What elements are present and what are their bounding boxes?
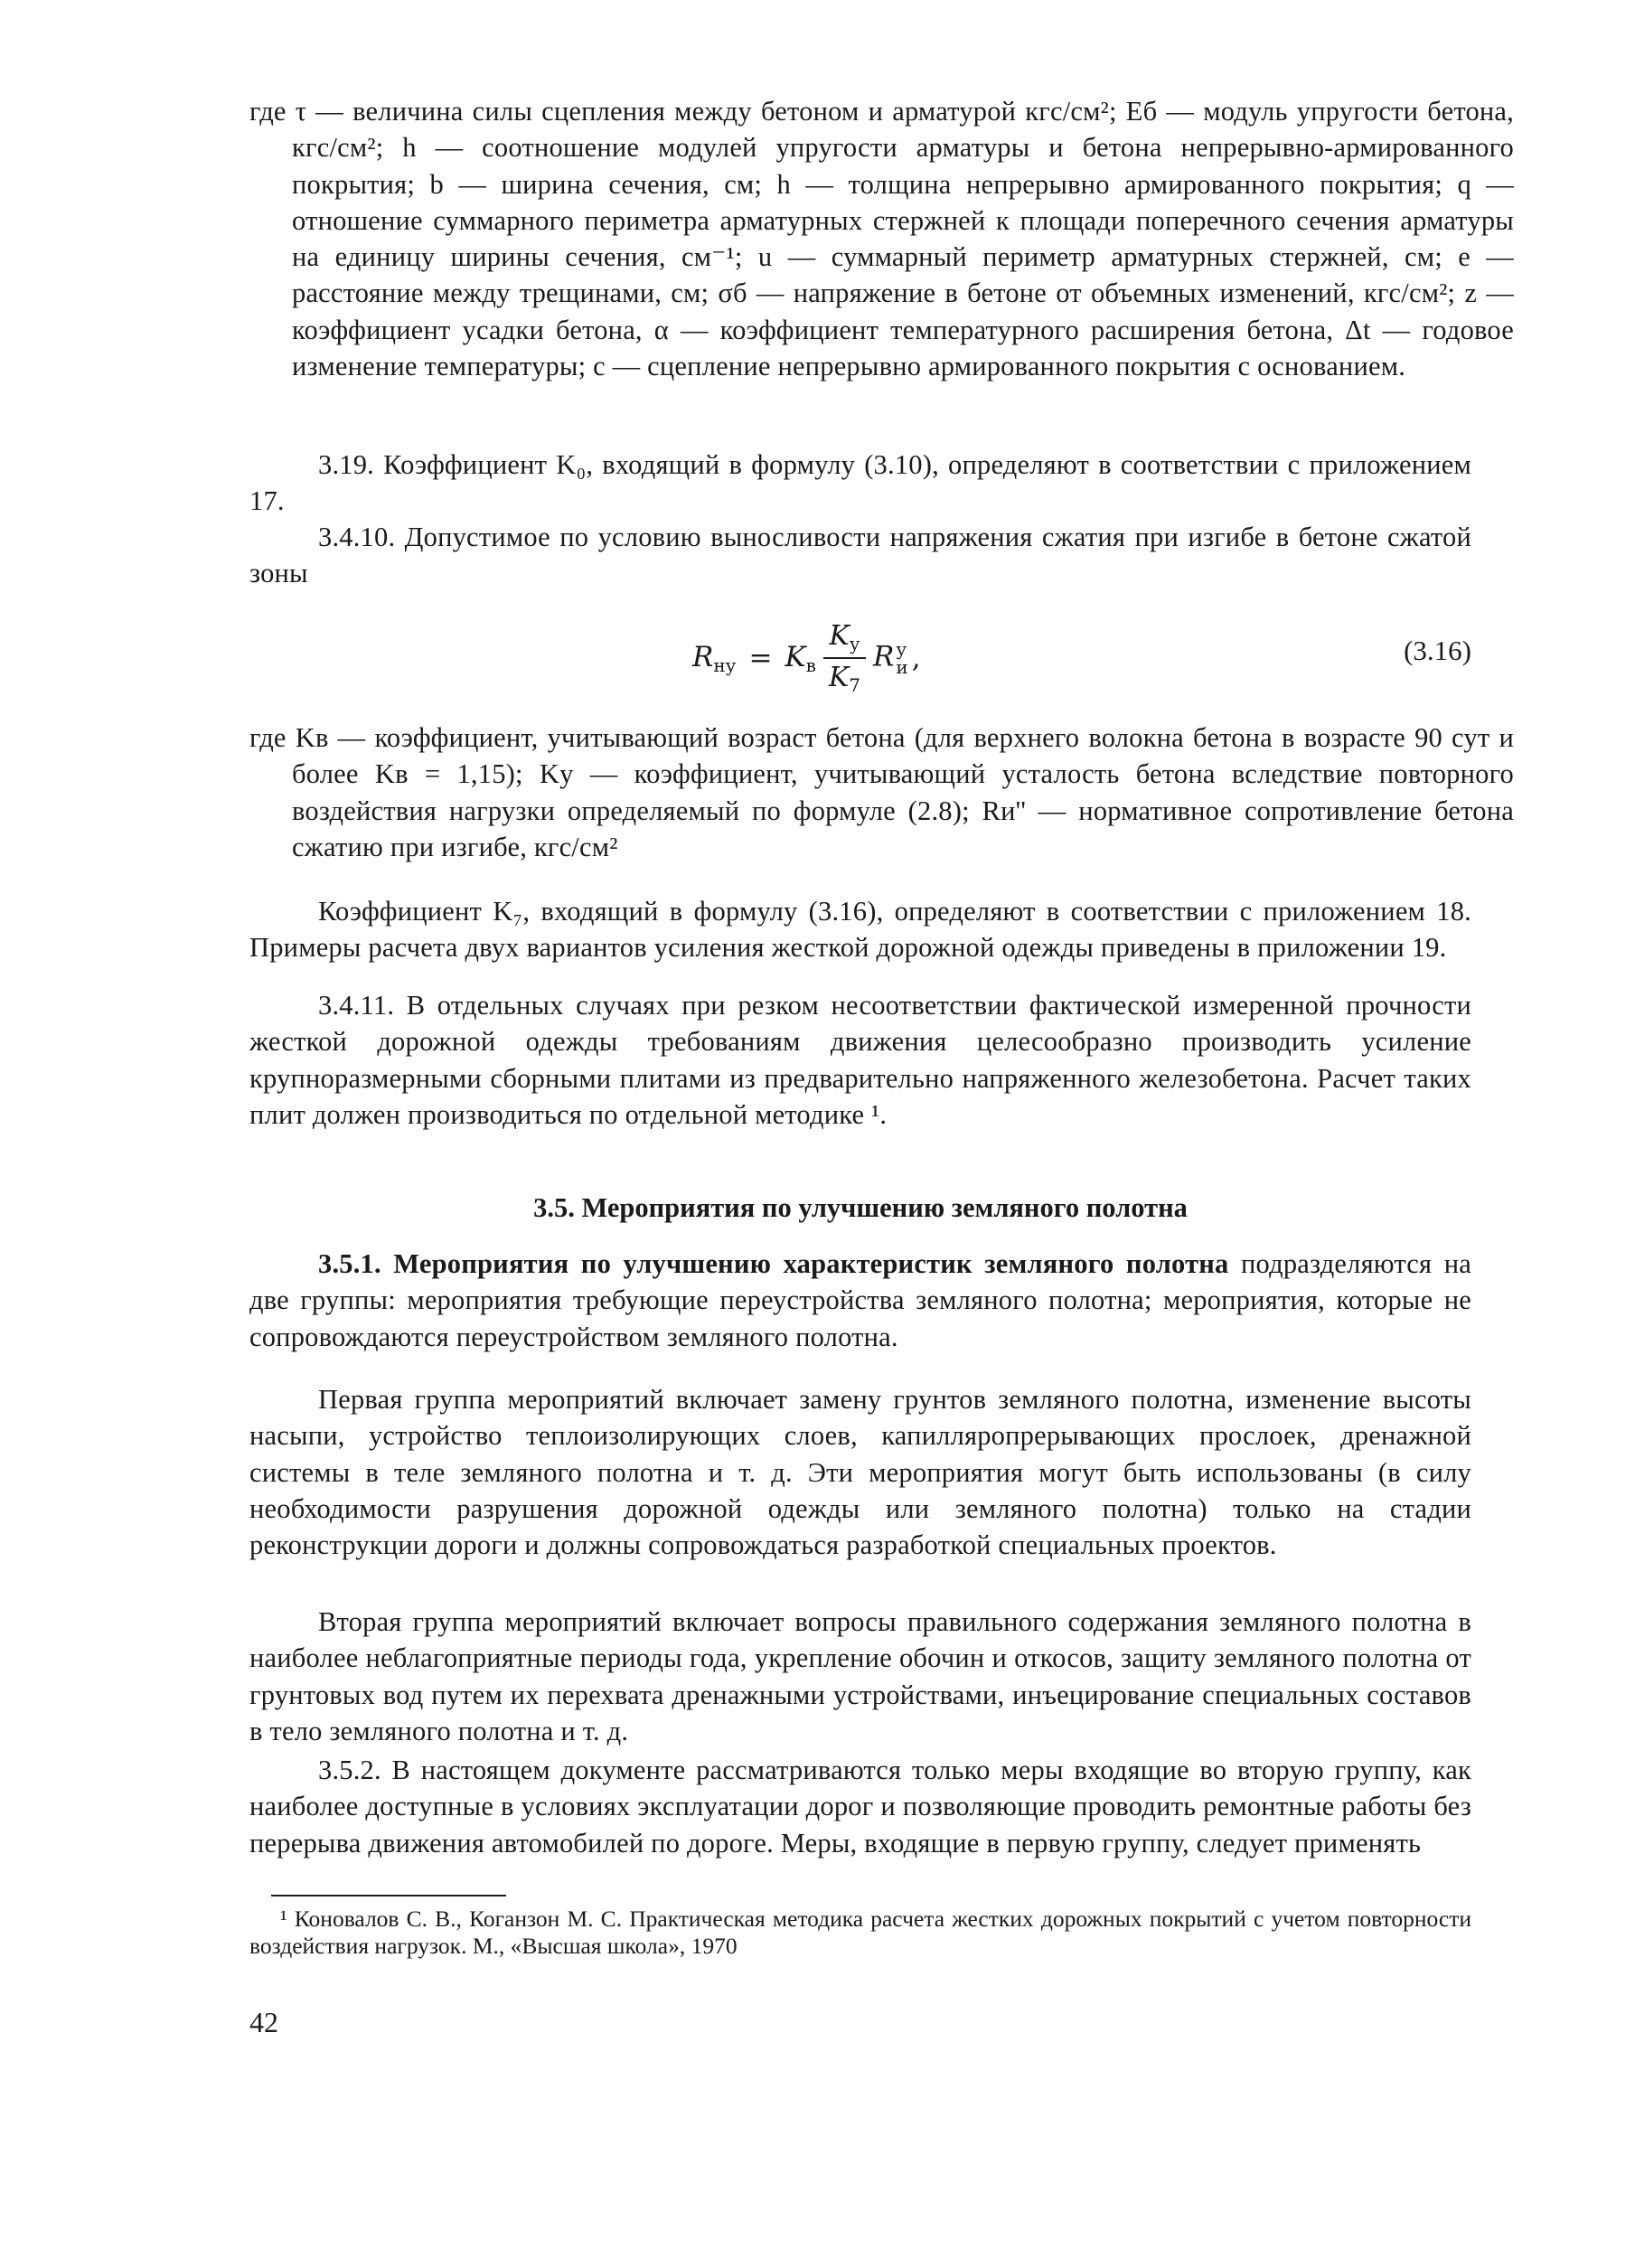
page-number: 42 bbox=[249, 2006, 278, 2038]
formula-number: (3.16) bbox=[1404, 635, 1471, 666]
paragraph-group-2: Вторая группа мероприятий включает вопросы правильного содержания земляного полотна в наиболее неблагоприятные периоды года, укрепление обочин и откосов, защиту земляного полотна от грунтовых вод путем их перехвата дренажными устройствами, инъецирование специальных составов в тело земляного полотна и т. д. bbox=[249, 1606, 1471, 1746]
definitions-paragraph-1: где τ — величина силы сцепления между бетоном и арматурой кгс/см²; Eб — модуль упругости бетона, кгс/см²; h — соотношение модулей упругости арматуры и бетона непрерывно-армированного покрытия; b — ширина сечения, см; h — толщина непрерывно армированного покрытия; q — отношение суммарного периметра арматурных стержней к площади поперечного сечения арматуры на единицу ширины сечения, см⁻¹; u — суммарный периметр арматурных стержней, см; e — расстояние между трещинами, см; σб — напряжение в бетоне от объемных изменений, кгс/см²; z — коэффициент усадки бетона, α — коэффициент температурного расширения бетона, Δt — годовое изменение температуры; c — сцепление непрерывно армированного покрытия с основанием. bbox=[249, 96, 1514, 382]
formula-fraction bbox=[823, 620, 866, 696]
formula-k: $K_в$ bbox=[785, 640, 816, 676]
definitions-paragraph-2: где Kв — коэффициент, учитывающий возраст бетона (для верхнего волокна бетона в возрасте 90 сут и более Kв = 1,15); Kу — коэффициент, учитывающий усталость бетона вследствие повторного воздействия нагрузки определяемый по формуле (2.8); Rи'' — нормативное сопротивление бетона сжатию при изгибе, кгс/см² bbox=[249, 722, 1514, 862]
formula-equals: = bbox=[748, 642, 773, 674]
paragraph-3-5-1-lead: 3.5.1. Мероприятия по улучшению характеристик земляного полотна bbox=[318, 1248, 1229, 1279]
section-heading: 3.5. Мероприятия по улучшению земляного полотна bbox=[533, 1192, 1188, 1223]
footnote: ¹ Коновалов С. В., Коганзон М. С. Практическая методика расчета жестких дорожных покрытий с учетом повторности воздействия нагрузок. М., «Высшая школа», 1970 bbox=[249, 1906, 1471, 1959]
formula-numerator: $K_у$ bbox=[823, 620, 865, 659]
paragraph-3-5-1 bbox=[249, 1246, 1471, 1355]
formula-denominator: $K_7$ bbox=[828, 662, 861, 696]
paragraph-3-4-11: 3.4.11. В отдельных случаях при резком несоответствии фактической измеренной прочности жесткой дорожной одежды требованиям движения целесообразно производить усиление крупноразмерными сборными плитами из предварительно напряженного железобетона. Расчет таких плит должен производиться по отдельной методике ¹. bbox=[249, 990, 1471, 1130]
formula-r: R у и bbox=[873, 638, 908, 678]
formula-expression bbox=[692, 613, 921, 703]
paragraph-3-5-1-rest: подразделяются на две группы: мероприятия требующие переустройства земляного полотна; мероприятия, которые не сопровождаются переустройством земляного полотна. bbox=[249, 1248, 1472, 1352]
formula-3-16 bbox=[249, 589, 1471, 707]
paragraph-k7: Коэффициент K₇, входящий в формулу (3.16), определяют в соответствии с приложением 18. Примеры расчета двух вариантов усиления жесткой дорожной одежды приведены в приложении 19. bbox=[249, 896, 1471, 964]
paragraph-group-1: Первая группа мероприятий включает замену грунтов земляного полотна, изменение высоты насыпи, устройство теплоизолирующих слоев, капилляропрерывающих прослоек, дренажной системы в теле земляного полотна и т. д. Эти мероприятия могут быть использованы (в силу необходимости разрушения дорожной одежды или земляного полотна) только на стадии реконструкции дороги и должны сопровождаться разработкой специальных проектов. bbox=[249, 1384, 1471, 1561]
formula-lhs: $R_{ну}$ bbox=[692, 640, 737, 676]
paragraph-3-5-2: 3.5.2. В настоящем документе рассматриваются только меры входящие во вторую группу, как наиболее доступные в условиях эксплуатации дорог и позволяющие проводить ремонтные работы без перерыва движения автомобилей по дороге. Меры, входящие в первую группу, следует применять bbox=[249, 1755, 1471, 1859]
footnote-divider bbox=[271, 1895, 506, 1896]
paragraph-3-4-10: 3.4.10. Допустимое по условию выносливости напряжения сжатия при изгибе в бетоне сжатой зоны bbox=[249, 522, 1471, 589]
paragraph-3-4-9: 3.19. Коэффициент K₀, входящий в формулу (3.10), определяют в соответствии с приложением 17. bbox=[249, 449, 1471, 517]
formula-comma: , bbox=[911, 642, 921, 674]
